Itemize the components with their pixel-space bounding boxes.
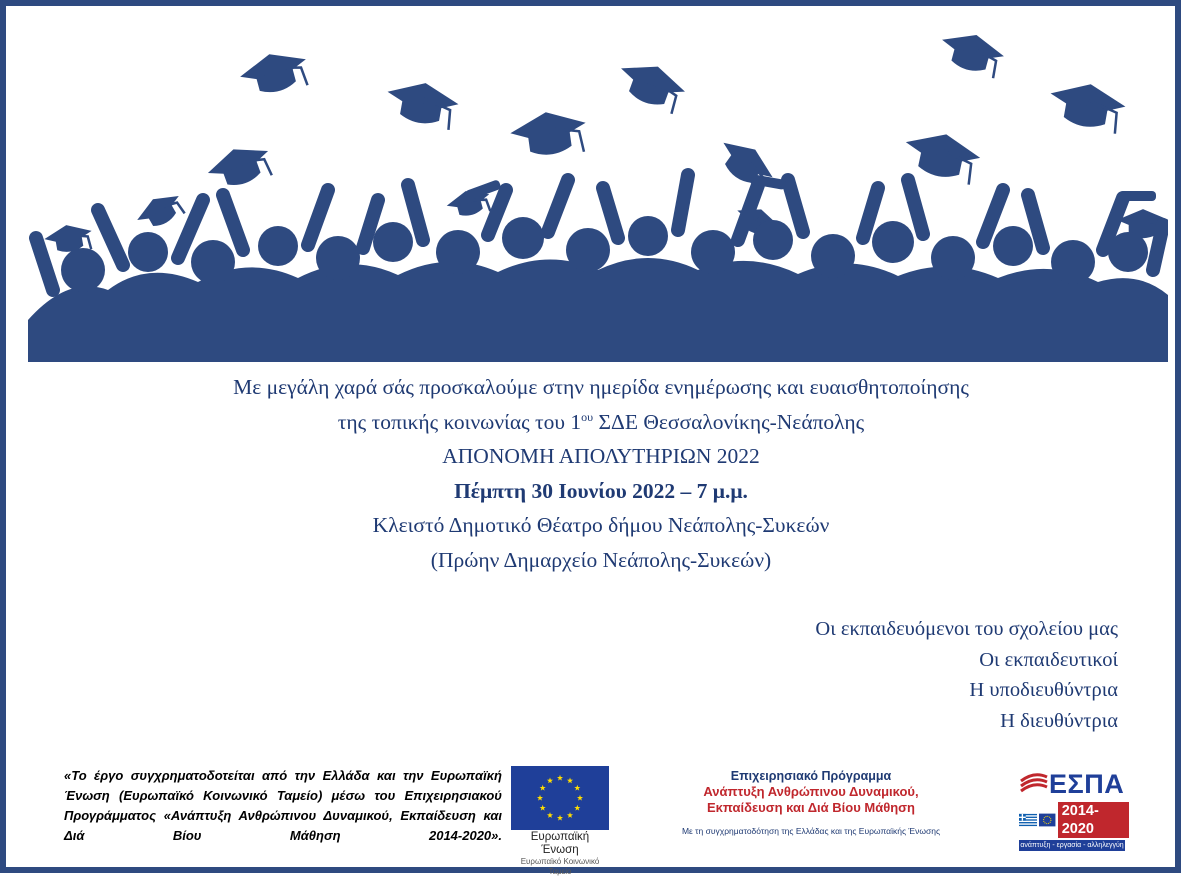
- invitation-line-2: [46, 405, 1156, 440]
- invitation-line-2-pre: της τοπικής κοινωνίας του 1: [337, 409, 582, 434]
- graduate-head: [1051, 240, 1095, 284]
- graduates-banner-icon: [28, 20, 1168, 362]
- op-title: Επιχειρησιακό Πρόγραμμα: [730, 769, 892, 783]
- raised-arm: [308, 190, 328, 245]
- raised-arm: [408, 185, 423, 240]
- graduate-head: [931, 236, 975, 280]
- signatory-teachers: Οι εκπαιδευτικοί: [979, 648, 1118, 671]
- graduate-head: [191, 240, 235, 284]
- espa-wordmark: ΕΣΠΑ: [1049, 769, 1125, 799]
- espa-years: 2014-2020: [1058, 802, 1129, 838]
- espa-swoosh-icon: [1019, 769, 1049, 799]
- graduate-head: [811, 234, 855, 278]
- espa-logo: [1019, 768, 1129, 851]
- graduate-head: [373, 222, 413, 262]
- eu-flag-icon: [511, 766, 609, 830]
- signatory-director: Η διευθύντρια: [1000, 709, 1118, 732]
- graduate-head: [128, 232, 168, 272]
- event-venue: Κλειστό Δημοτικό Θέατρο δήμου Νεάπολης-Συκεών: [372, 513, 830, 537]
- graduate-head: [436, 230, 480, 274]
- eu-logo: [511, 766, 609, 877]
- espa-slogan: ανάπτυξη - εργασία - αλληλεγγύη: [1020, 842, 1124, 849]
- graduation-cap: [203, 138, 276, 195]
- raised-arm: [98, 210, 123, 265]
- ordinal-suffix: ου: [581, 409, 594, 424]
- op-cofunding-note: Με τη συγχρηματοδότηση της Ελλάδας και της Ευρωπαϊκής Ένωσης: [681, 826, 941, 836]
- raised-arm: [908, 180, 923, 234]
- greek-flag-icon: [1019, 813, 1037, 827]
- graduate-head: [566, 228, 610, 272]
- raised-arm: [548, 180, 568, 232]
- operational-programme-logo: [646, 768, 976, 837]
- signatory-deputy-director: Η υποδιευθύντρια: [969, 679, 1118, 701]
- funding-statement: «Το έργο συγχρηματοδοτείται από την Ελλάδα και την Ευρωπαϊκή Ένωση (Ευρωπαϊκό Κοινωνικό Ταμείο) μέσω του Επιχειρησιακού Προγράμματος «Ανάπτυξη Ανθρώπινου Δυναμικού, Εκπαίδευση και Διά Βίου Μάθηση 2014-2020».: [64, 768, 502, 843]
- raised-arm: [36, 238, 53, 290]
- op-name-line-2: Εκπαίδευση και Διά Βίου Μάθηση: [706, 800, 916, 815]
- graduate-head: [258, 226, 298, 266]
- graduate-head: [691, 230, 735, 274]
- raised-arm: [788, 180, 803, 232]
- graduate-head: [872, 221, 914, 263]
- graduation-cap: [508, 107, 589, 162]
- diploma-scroll: [1120, 191, 1156, 201]
- raised-arm: [488, 190, 506, 235]
- graduation-cap: [236, 45, 312, 101]
- graduate-head: [753, 220, 793, 260]
- graduate-head: [628, 216, 668, 256]
- graduate-head: [316, 236, 360, 280]
- invitation-text: [46, 370, 1156, 577]
- invitation-line-1: Με μεγάλη χαρά σάς προσκαλούμε στην ημερίδα ενημέρωσης και ευαισθητοποίησης: [233, 375, 969, 399]
- event-venue-former: (Πρώην Δημαρχείο Νεάπολης-Συκεών): [430, 547, 772, 572]
- graduation-cap: [936, 27, 1008, 80]
- graduation-cap: [612, 55, 690, 116]
- raised-arm: [603, 188, 618, 238]
- raised-arm: [1153, 225, 1163, 270]
- event-date: Πέμπτη 30 Ιουνίου 2022 – 7 μ.μ.: [454, 478, 748, 503]
- invitation-line-2-post: ΣΔΕ Θεσσαλονίκης-Νεάπολης: [593, 409, 865, 434]
- eu-name: Ευρωπαϊκή Ένωση: [530, 831, 590, 856]
- signatory-trainees: Οι εκπαιδευόμενοι του σχολείου μας: [815, 618, 1118, 640]
- event-title: ΑΠΟΝΟΜΗ ΑΠΟΛΥΤΗΡΙΩΝ 2022: [442, 444, 760, 468]
- eu-mini-flag-icon: [1039, 813, 1055, 827]
- signatories: [815, 614, 1118, 736]
- op-name-line-1: Ανάπτυξη Ανθρώπινου Δυναμικού,: [703, 784, 919, 799]
- eu-fund-name: Ευρωπαϊκό Κοινωνικό Ταμείο: [520, 857, 600, 876]
- raised-arm: [223, 195, 243, 250]
- graduation-cap: [1046, 78, 1129, 135]
- graduate-head: [61, 248, 105, 292]
- raised-arm: [678, 175, 688, 230]
- graduate-head: [993, 226, 1033, 266]
- graduate-head: [502, 217, 544, 259]
- graduation-cap: [132, 187, 188, 235]
- graduation-cap: [383, 77, 461, 131]
